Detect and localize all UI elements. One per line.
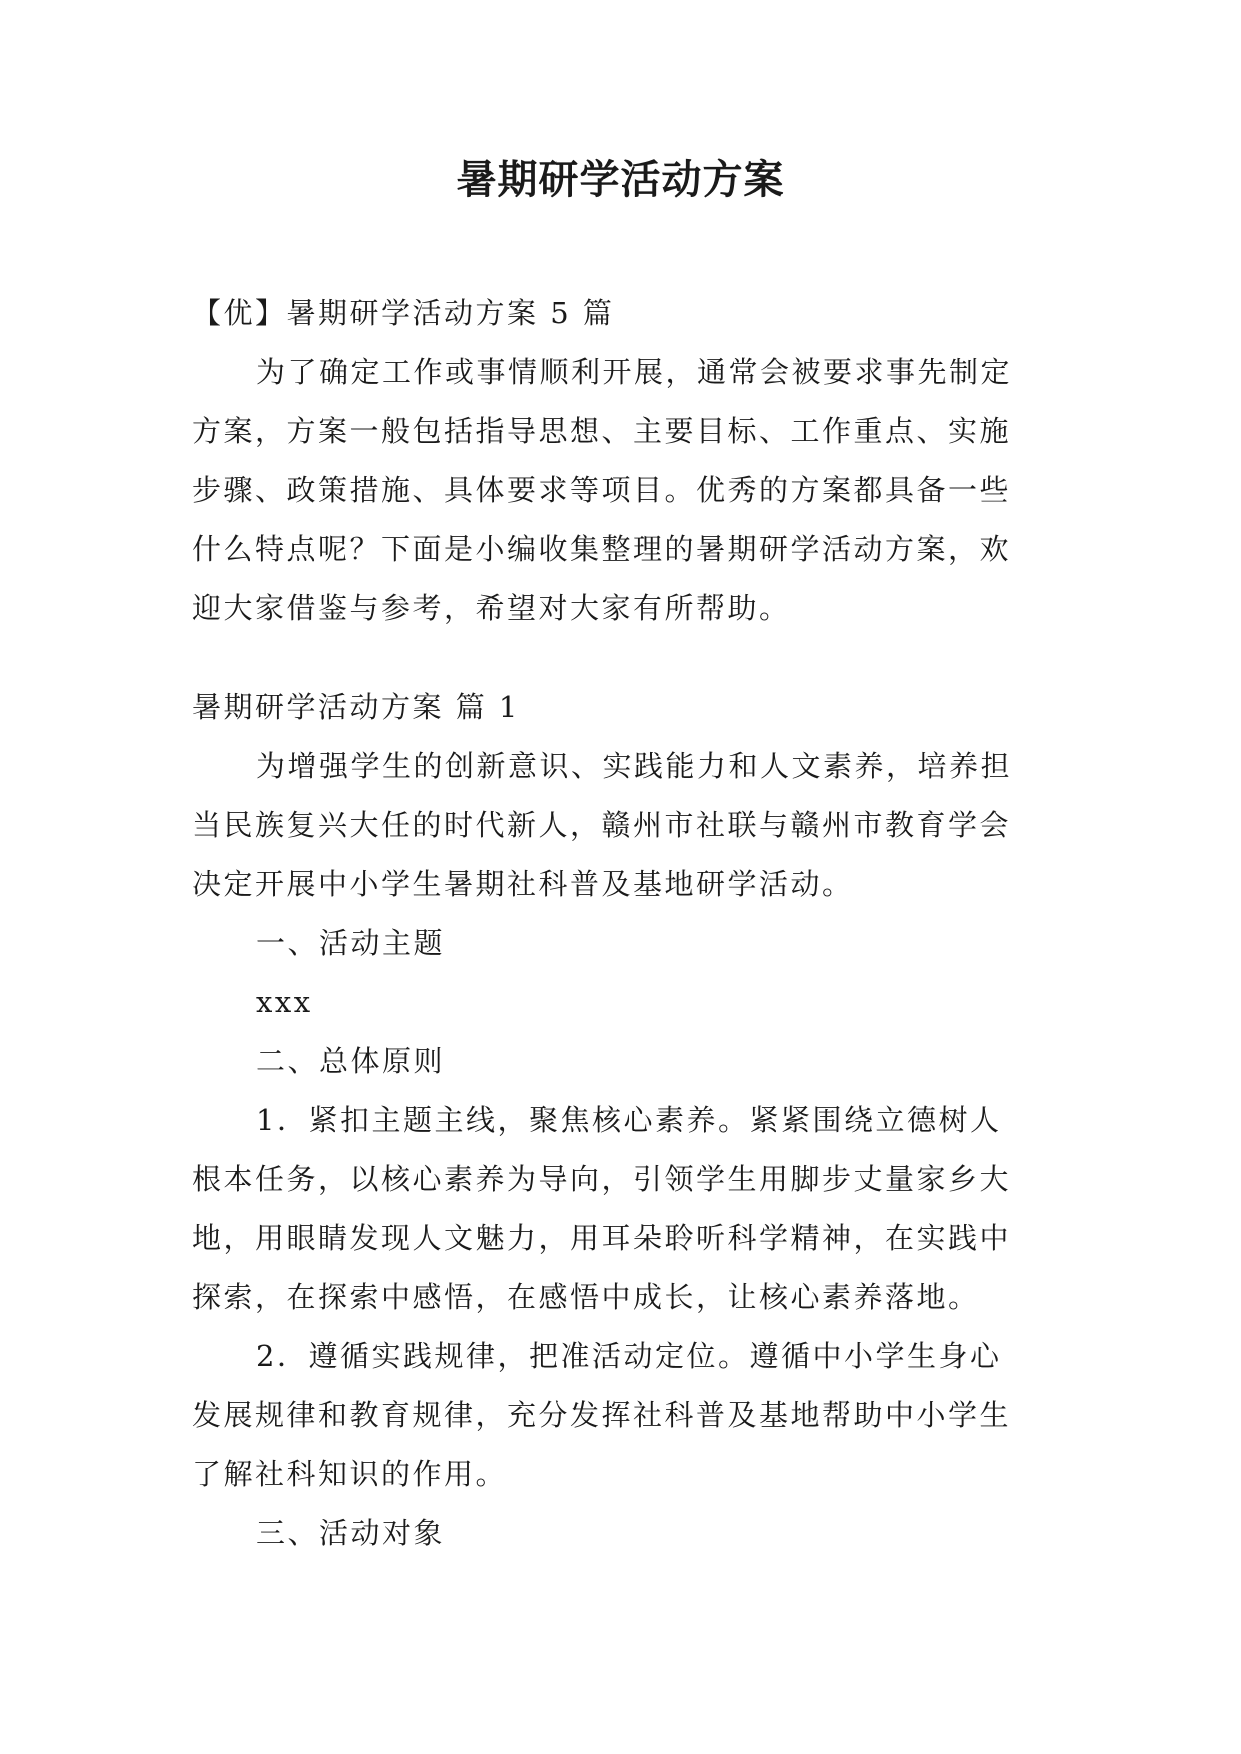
intro-line: 步骤、政策措施、具体要求等项目。优秀的方案都具备一些 [192, 473, 1012, 507]
paragraph-spacer [192, 638, 1052, 678]
section-heading-principles: 二、总体原则 [256, 1044, 446, 1078]
article-heading: 暑期研学活动方案 篇 1 [192, 690, 520, 724]
article-intro-line: 为增强学生的创新意识、实践能力和人文素养，培养担 [256, 749, 1013, 783]
intro-line: 迎大家借鉴与参考，希望对大家有所帮助。 [192, 591, 791, 625]
principle-line: 1．紧扣主题主线，聚焦核心素养。紧紧围绕立德树人 [256, 1103, 1002, 1137]
principle-2-paragraph [192, 1327, 1052, 1504]
intro-line: 什么特点呢？下面是小编收集整理的暑期研学活动方案，欢 [192, 532, 1012, 566]
principle-line: 了解社科知识的作用。 [192, 1457, 508, 1491]
intro-line: 方案，方案一般包括指导思想、主要目标、工作重点、实施 [192, 414, 1012, 448]
section-body-theme: xxx [256, 985, 313, 1019]
principle-line: 探索，在探索中感悟，在感悟中成长，让核心素养落地。 [192, 1280, 980, 1314]
intro-paragraph [192, 343, 1052, 638]
principle-1-paragraph [192, 1091, 1052, 1327]
section-heading-theme: 一、活动主题 [256, 926, 446, 960]
document-body [192, 284, 1052, 1563]
section-heading-audience: 三、活动对象 [256, 1516, 446, 1550]
article-intro-line: 当民族复兴大任的时代新人，赣州市社联与赣州市教育学会 [192, 808, 1012, 842]
article-intro-paragraph [192, 737, 1052, 914]
principle-line: 2．遵循实践规律，把准活动定位。遵循中小学生身心 [256, 1339, 1002, 1373]
principle-line: 地，用眼睛发现人文魅力，用耳朵聆听科学精神，在实践中 [192, 1221, 1012, 1255]
principle-line: 根本任务，以核心素养为导向，引领学生用脚步丈量家乡大 [192, 1162, 1012, 1196]
article-intro-line: 决定开展中小学生暑期社科普及基地研学活动。 [192, 867, 854, 901]
principle-line: 发展规律和教育规律，充分发挥社科普及基地帮助中小学生 [192, 1398, 1012, 1432]
intro-line: 为了确定工作或事情顺利开展，通常会被要求事先制定 [256, 355, 1013, 389]
document-title: 暑期研学活动方案 [456, 157, 785, 203]
document-subtitle: 【优】暑期研学活动方案 5 篇 [192, 296, 615, 330]
